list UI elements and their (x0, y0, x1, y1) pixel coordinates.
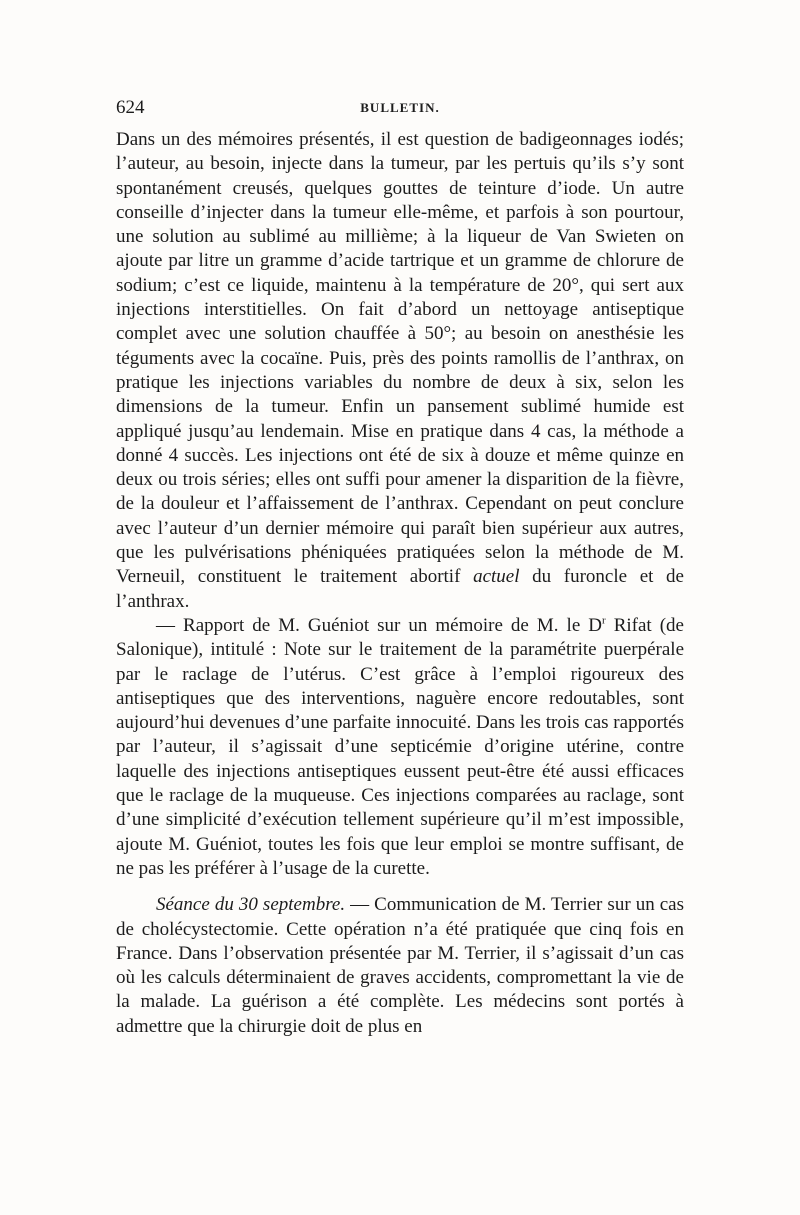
paragraph-text-end: du furoncle et de l’anthrax. (116, 566, 684, 612)
running-header (116, 96, 684, 120)
session-date-heading: Séance du 30 septembre. (156, 894, 346, 916)
body-text (116, 128, 684, 1039)
paragraph-text: — Rapport de M. Guéniot sur un mémoire de M. le D (156, 614, 603, 636)
paragraph-text-rest: Rifat (de Salonique), intitulé : Note sur le traitement de la paramétrite puerpérale par le raclage de l’utérus. C’est grâce à l’emploi rigoureux des antiseptiques que des interventions, naguère encore redoutables, sont aujourd’hui devenues d’une parfaite innocuité. Dans les trois cas rapportés par l’auteur, il s’agissait d’une septicémie d’origine utérine, contre laquelle des injections antiseptiques eussent peut-être été aussi efficaces que le raclage de la muqueuse. Ces injections comparées au raclage, sont d’une simplicité d’exécution tellement supérieure qu’il m’est impossible, ajoute M. Guéniot, toutes les fois que leur emploi se montre suffisant, de ne pas les préférer à l’usage de la curette. (116, 614, 684, 879)
emphasis-actuel: actuel (473, 566, 520, 588)
header-title: BULLETIN. (360, 100, 440, 115)
paragraph-gueniot-report (116, 614, 684, 881)
section-gap (116, 881, 684, 893)
paragraph-seance-30-septembre (116, 893, 684, 1039)
paragraph-text: Dans un des mémoires présentés, il est question de badigeonnages iodés; l’auteur, au besoin, injecte dans la tumeur, par les pertuis qu’ils s’y sont spontanément creusés, quelques gouttes de teinture d’iode. Un autre conseille d’injecter dans la tumeur elle-même, et parfois à son pourtour, une solution au sublimé au millième; à la liqueur de Van Swieten on ajoute par litre un gramme d’acide tartrique et un gramme de chlorure de sodium; c’est ce liquide, maintenu à la température de 20°, qui sert aux injections interstitielles. On fait d’abord un nettoyage antiseptique complet avec une solution chauffée à 50°; au besoin on anesthésie les téguments avec la cocaïne. Puis, près des points ramollis de l’anthrax, on pratique les injections variables du nombre de deux à six, selon les dimensions de la tumeur. Enfin un pansement sublimé humide est appliqué jusqu’au lendemain. Mise en pratique dans 4 cas, la méthode a donné 4 succès. Les injections ont été de six à douze et même quinze en deux ou trois séries; elles ont suffi pour amener la disparition de la fièvre, de la douleur et l’affaissement de l’anthrax. Cependant on peut conclure avec l’auteur d’un dernier mémoire qui paraît bien supérieur aux autres, que les pulvérisations phéniquées pratiquées selon la méthode de M. Verneuil, constituent le traitement abortif (116, 129, 684, 588)
paragraph-iodine-injections (116, 128, 684, 614)
paragraph-text: — Communication de M. Terrier sur un cas de cholécystectomie. Cette opération n’a été pratiquée que cinq fois en France. Dans l’observation présentée par M. Terrier, il s’agissait d’un cas où les calculs déterminaient de graves accidents, compromettant la vie de la malade. La guérison a été complète. Les médecins sont portés à admettre que la chirurgie doit de plus en (116, 894, 684, 1037)
page-number: 624 (116, 97, 145, 118)
superscript-r: r (602, 614, 606, 627)
